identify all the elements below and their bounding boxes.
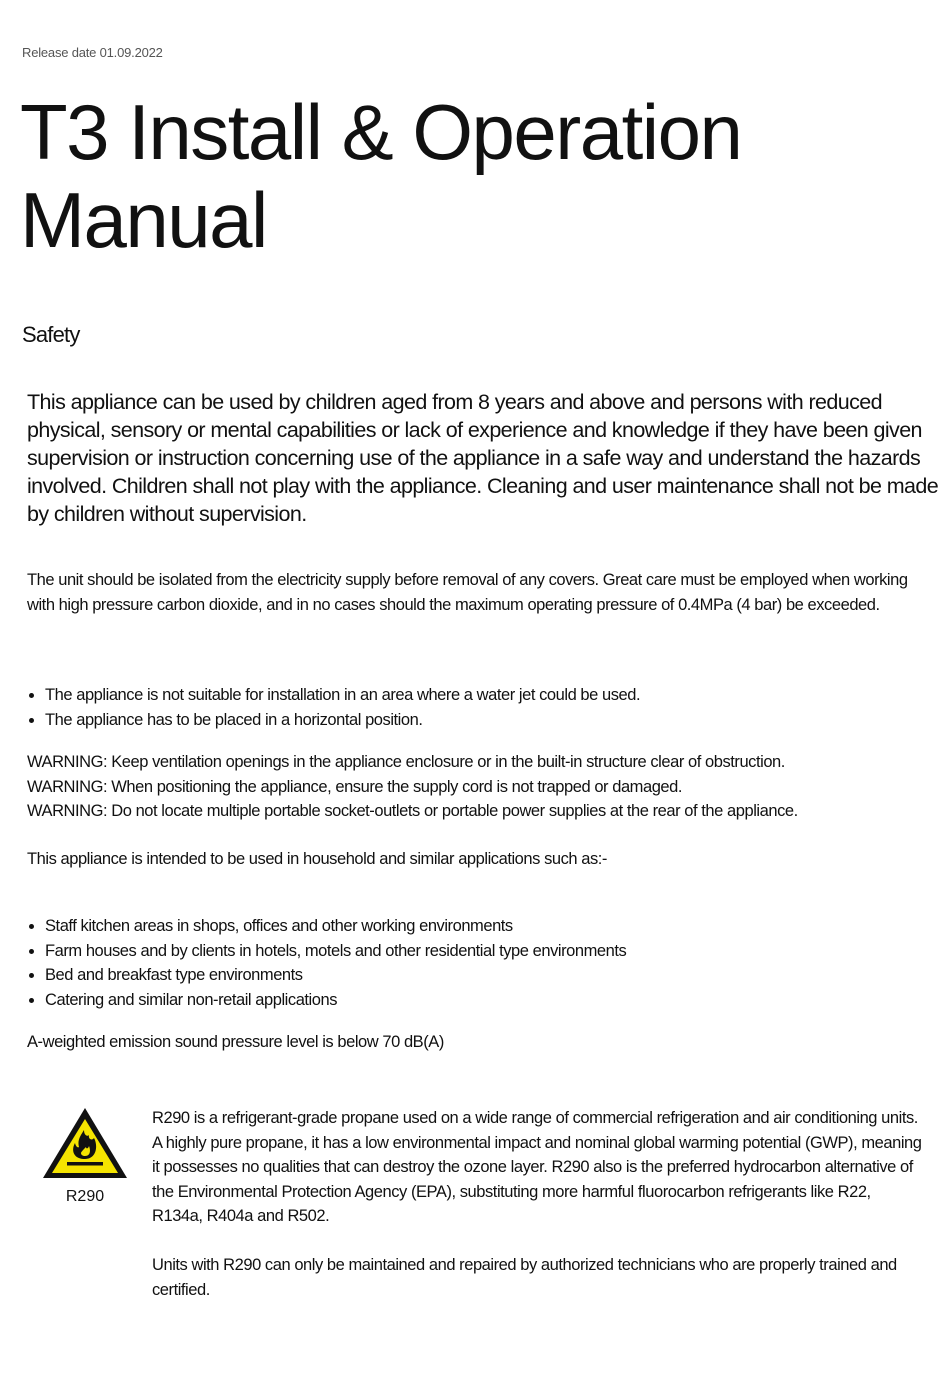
list-item: • Catering and similar non-retail applications	[45, 988, 626, 1013]
title-line-1: T3 Install & Operation	[20, 88, 742, 176]
warnings-block	[27, 750, 798, 824]
r290-description: R290 is a refrigerant-grade propane used on a wide range of commercial refrigeration and air conditioning units. A highly pure propane, it has a low environmental impact and nominal global warming potential (GWP), meaning it possesses no qualities that can destroy the ozone layer. R290 also is the preferred hydrocarbon alternative of the Environmental Protection Agency (EPA), substituting more harmful fluorocarbon refrigerants like R22, R134a, R404a and R502.	[152, 1109, 922, 1225]
use-list	[27, 914, 626, 1012]
sound-level-paragraph: A-weighted emission sound pressure level is below 70 dB(A)	[27, 1033, 444, 1051]
r290-warning-sign	[40, 1105, 130, 1206]
title-line-2: Manual	[20, 176, 267, 264]
intended-use-paragraph: This appliance is intended to be used in household and similar applications such as:-	[27, 850, 607, 868]
list-item: • The appliance has to be placed in a horizontal position.	[45, 708, 640, 733]
r290-maintenance-note: Units with R290 can only be maintained and repaired by authorized technicians who are properly trained and certified.	[152, 1256, 897, 1299]
r290-icon-label: R290	[65, 1188, 105, 1205]
list-item: • The appliance is not suitable for installation in an area where a water jet could be used.	[45, 683, 640, 708]
warning-line: WARNING: Keep ventilation openings in the appliance enclosure or in the built-in structure clear of obstruction.	[27, 753, 785, 771]
list-item: • Farm houses and by clients in hotels, motels and other residential type environments	[45, 939, 626, 964]
safety-heading: Safety	[22, 322, 80, 347]
page-title	[20, 88, 741, 264]
placement-list	[27, 683, 640, 732]
list-item: • Staff kitchen areas in shops, offices and other working environments	[45, 914, 626, 939]
warning-line: WARNING: When positioning the appliance, ensure the supply cord is not trapped or damaged.	[27, 777, 683, 796]
warning-line: WARNING: Do not locate multiple portable socket-outlets or portable power supplies at the rear of the appliance.	[27, 802, 798, 820]
list-item: • Bed and breakfast type environments	[45, 963, 626, 988]
isolation-paragraph: The unit should be isolated from the electricity supply before removal of any covers. Great care must be employed when working with high pressure carbon dioxide, and in no cases should the maximum operating pressure of 0.4MPa (4 bar) be exceeded.	[27, 571, 908, 614]
flammable-warning-icon	[40, 1105, 130, 1181]
safety-lead-paragraph: This appliance can be used by children aged from 8 years and above and persons with reduced physical, sensory or mental capabilities or lack of experience and knowledge if they have been given supervision or instruction concerning use of the appliance in a safe way and understand the hazards involved. Children shall not play with the appliance. Cleaning and user maintenance shall not be made by children without supervision.	[27, 390, 939, 526]
release-date: Release date 01.09.2022	[22, 45, 163, 60]
